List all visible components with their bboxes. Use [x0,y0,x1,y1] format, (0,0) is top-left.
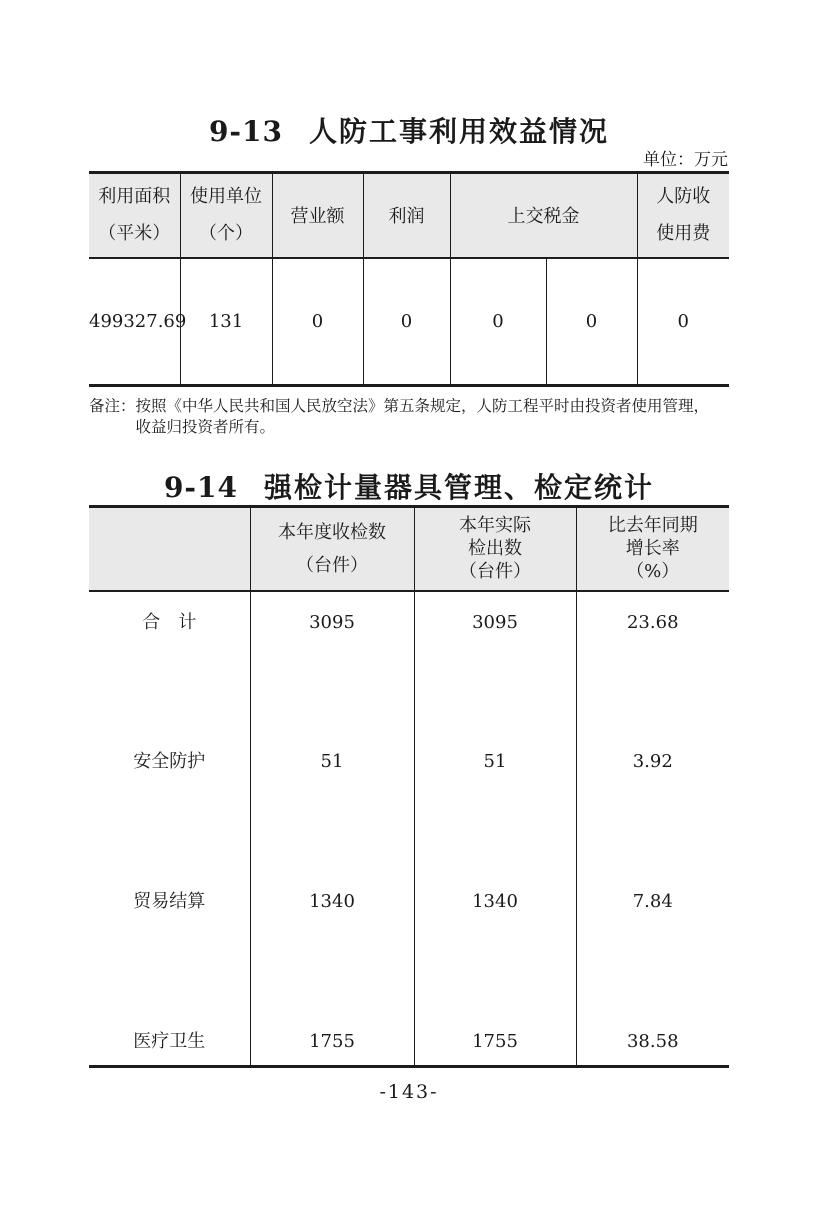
header-profit: 利润 [363,173,450,258]
cell-growth: 23.68 [626,611,679,633]
header-actual-verified: 本年实际 检出数 （台件） [414,507,576,591]
remark-line-1: 按照《中华人民共和国人民放空法》第五条规定，人防工程平时由投资者使用管理， [135,397,710,415]
cell-growth: 3.92 [632,750,673,772]
page-number: -143- [379,1081,439,1103]
header-received-count: 本年度收检数 （台件） [250,507,414,591]
table-row-trade [89,871,729,1011]
page-content [89,0,729,1103]
benefits-data-row [89,258,729,386]
header-utilized-area: 利用面积 （平米） [89,173,180,258]
verification-header-row [89,507,729,591]
section1-title [89,115,729,149]
cell-using-units: 131 [180,258,272,386]
cell-label: 合 计 [89,591,250,731]
cell-received: 1755 [250,1011,414,1067]
cell-label: 贸易结算 [89,871,250,1011]
section2-title-text: 强检计量器具管理、检定统计 [264,471,655,504]
cell-received: 51 [250,731,414,871]
header-turnover: 营业额 [272,173,363,258]
cell-actual: 51 [414,731,576,871]
section1-table-number: 9-13 [208,115,284,148]
benefits-header-row [89,173,729,258]
cell-growth: 7.84 [632,890,673,912]
header-growth-rate: 比去年同期 增长率 （%） [576,507,729,591]
cell-received: 1340 [250,871,414,1011]
cell-utilized-area: 499327.69 [89,258,180,386]
cell-turnover: 0 [272,258,363,386]
table-row-medical [89,1011,729,1067]
remark-prefix: 备注： [89,397,136,415]
section2-title [89,471,729,505]
header-taxes-paid: 上交税金 [450,173,637,258]
cell-profit: 0 [363,258,450,386]
section1-heading [89,0,729,149]
cell-actual: 1340 [414,871,576,1011]
cell-label: 医疗卫生 [89,1011,250,1067]
table-row-total [89,591,729,731]
cell-received: 3095 [250,591,414,731]
remark [89,396,745,438]
header-category [89,507,250,591]
remark-line-2: 收益归投资者所有。 [135,418,276,436]
section2-table-number: 9-14 [163,471,239,504]
section1-title-text: 人防工事利用效益情况 [309,115,610,148]
cell-taxes-b: 0 [546,258,637,386]
cell-actual: 1755 [414,1011,576,1067]
cell-actual: 3095 [414,591,576,731]
metrology-verification-table [89,505,729,1068]
cell-label: 安全防护 [89,731,250,871]
table-row-safety [89,731,729,871]
unit-label: 单位：万元 [643,150,728,170]
header-civil-defense-fee: 人防收 使用费 [637,173,729,258]
civil-defense-benefits-table [89,171,729,387]
remark-body [136,396,710,438]
cell-growth: 38.58 [626,1030,679,1052]
section2-heading [89,471,729,505]
header-using-units: 使用单位 （个） [180,173,272,258]
cell-civil-defense-fee: 0 [677,310,689,332]
cell-taxes-a: 0 [450,258,546,386]
